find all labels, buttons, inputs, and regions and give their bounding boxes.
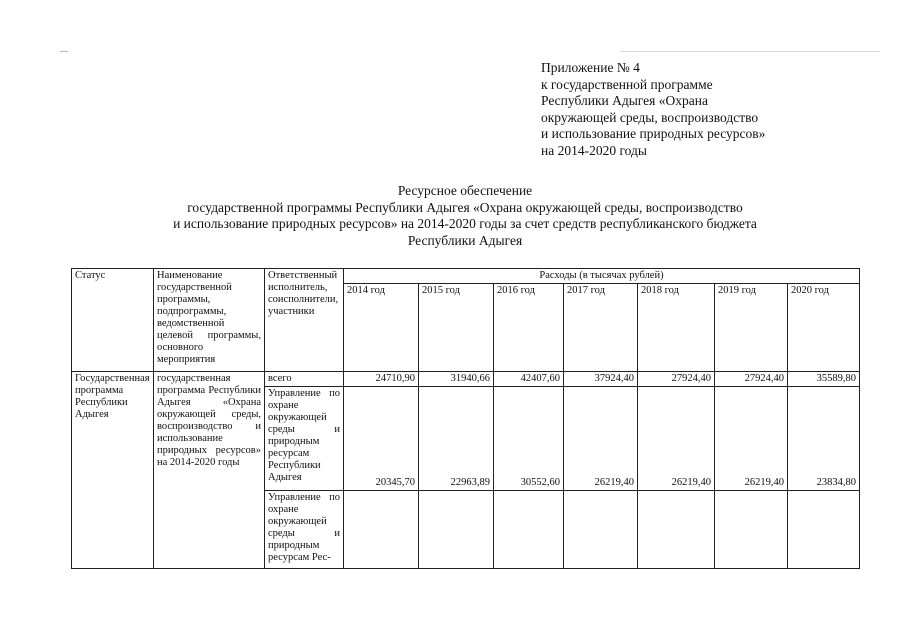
appendix-line: к государственной программе (541, 76, 713, 92)
value-cell: 22963,89 (419, 387, 494, 491)
appendix-line: Приложение № 4 (541, 60, 640, 75)
header-row (72, 269, 860, 284)
value-cell: 23834,80 (788, 387, 860, 491)
responsible-cell: Управление по охране окружающей среды и природным ресурсам Республики Адыгея (265, 387, 344, 491)
header-status: Статус (72, 269, 154, 372)
table-row (72, 372, 860, 387)
value-cell (638, 491, 715, 569)
appendix-line: на 2014-2020 годы (541, 142, 647, 158)
year-header: 2016 год (494, 284, 564, 372)
value-cell (344, 491, 419, 569)
value-cell (788, 491, 860, 569)
value-cell: 42407,60 (494, 372, 564, 387)
appendix-heading (541, 60, 841, 159)
value-cell: 26219,40 (715, 387, 788, 491)
value-cell: 30552,60 (494, 387, 564, 491)
value-cell: 27924,40 (638, 372, 715, 387)
value-cell (715, 491, 788, 569)
resource-table-wrapper (71, 268, 860, 569)
responsible-cell: Управление по охране окружающей среды и природным ресурсам Рес- (265, 491, 344, 569)
year-header: 2020 год (788, 284, 860, 372)
value-cell: 26219,40 (564, 387, 638, 491)
value-cell (419, 491, 494, 569)
header-expenses: Расходы (в тысячах рублей) (344, 269, 860, 284)
year-header: 2014 год (344, 284, 419, 372)
responsible-cell: всего (265, 372, 344, 387)
appendix-line: Республики Адыгея «Охрана (541, 93, 708, 108)
year-header: 2015 год (419, 284, 494, 372)
title-line: государственной программы Республики Адыгея «Охрана окружающей среды, воспроизводство (187, 199, 743, 215)
scan-speck (60, 51, 68, 52)
header-name: Наименование государственной программы, подпрограммы, ведомственной целевой программы, основного мероприятия (154, 269, 265, 372)
appendix-line: окружающей среды, воспроизводство (541, 109, 759, 125)
year-header: 2017 год (564, 284, 638, 372)
document-title (70, 183, 860, 249)
title-line: Ресурсное обеспечение (397, 183, 533, 198)
title-line: Республики Адыгея (407, 232, 523, 248)
value-cell: 26219,40 (638, 387, 715, 491)
scan-speck (620, 51, 880, 52)
year-header: 2019 год (715, 284, 788, 372)
resource-table (71, 268, 860, 569)
value-cell: 27924,40 (715, 372, 788, 387)
header-responsible: Ответственный исполнитель, соисполнители, участники (265, 269, 344, 372)
value-cell: 24710,90 (344, 372, 419, 387)
appendix-line: и использование природных ресурсов» (541, 126, 766, 141)
value-cell: 35589,80 (788, 372, 860, 387)
year-header: 2018 год (638, 284, 715, 372)
value-cell (564, 491, 638, 569)
value-cell: 37924,40 (564, 372, 638, 387)
value-cell (494, 491, 564, 569)
program-name-cell: государственная программа Республики Адыгея «Охрана окружающей среды, воспроизводство и использование природных ресурсов» на 2014-2020 годы (154, 372, 265, 569)
value-cell: 20345,70 (344, 387, 419, 491)
value-cell: 31940,66 (419, 372, 494, 387)
title-line: и использование природных ресурсов» на 2014-2020 годы за счет средств республиканского бюджета (173, 216, 757, 231)
status-cell: Государственная программа Республики Адыгея (72, 372, 154, 569)
